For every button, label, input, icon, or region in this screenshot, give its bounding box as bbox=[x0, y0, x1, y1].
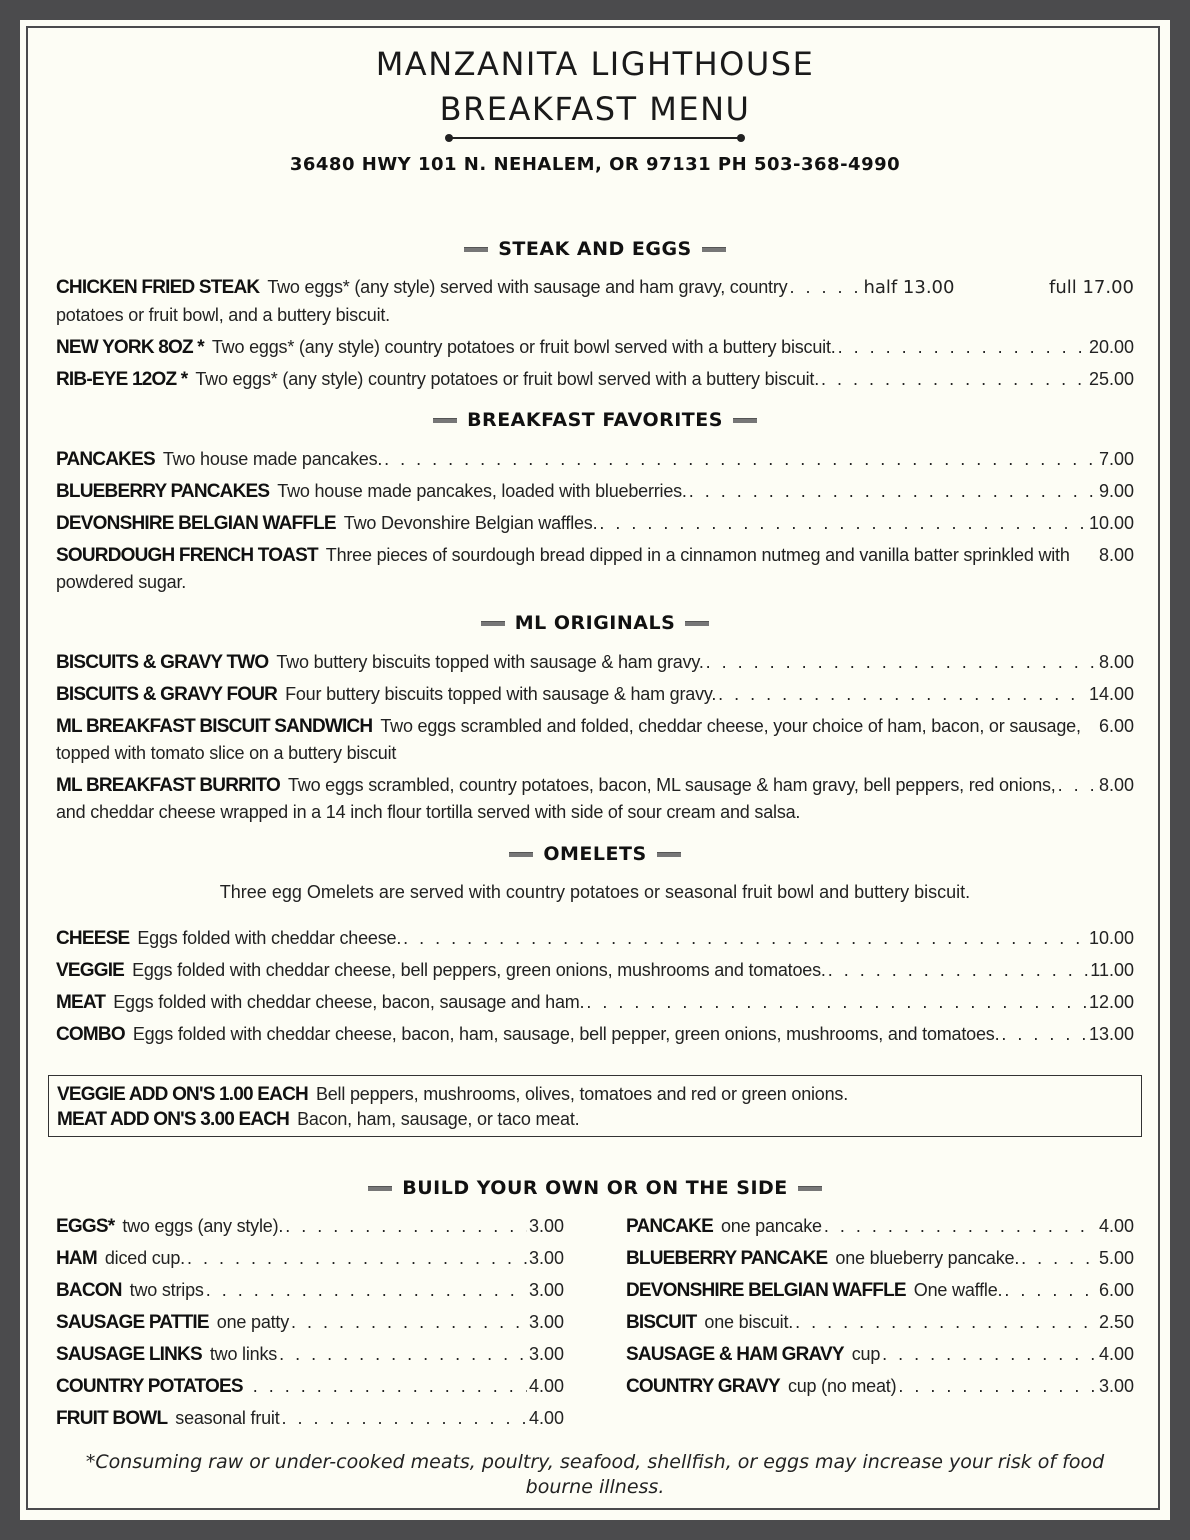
address-phone: 36480 HWY 101 N. NEHALEM, OR 97131 PH 503-368-4990 bbox=[289, 154, 901, 175]
title-divider bbox=[445, 134, 745, 142]
side-item: SAUSAGE LINKS two links . . . 3.00 bbox=[56, 1341, 564, 1368]
menu-item: PANCAKES Two house made pancakes. . . . 7.00 bbox=[56, 446, 1134, 473]
menu-item: BISCUITS & GRAVY TWO Two buttery biscuits topped with sausage & ham gravy. . . . 8.00 bbox=[56, 649, 1134, 676]
menu-item-desc-cont: topped with tomato slice on a buttery biscuit bbox=[56, 743, 397, 763]
side-item: COUNTRY GRAVY cup (no meat) . . . 3.00 bbox=[626, 1373, 1134, 1400]
menu-item-desc-cont: potatoes or fruit bowl, and a buttery biscuit. bbox=[56, 305, 390, 325]
menu-item: COMBO Eggs folded with cheddar cheese, bacon, ham, sausage, bell pepper, green onions, mushrooms, and tomatoes. . . . 13.00 bbox=[56, 1021, 1134, 1048]
food-safety-disclaimer: *Consuming raw or under-cooked meats, poultry, seafood, shellfish, or eggs may increase your risk of food bourne illness. bbox=[85, 1451, 1105, 1498]
section-steak-and-eggs: STEAK AND EGGS bbox=[0, 235, 1190, 263]
side-item: PANCAKE one pancake . . . 4.00 bbox=[626, 1213, 1134, 1240]
side-item: FRUIT BOWL seasonal fruit . . . 4.00 bbox=[56, 1405, 564, 1432]
menu-item: MEAT Eggs folded with cheddar cheese, bacon, sausage and ham. . . . 12.00 bbox=[56, 989, 1134, 1016]
side-item: BLUEBERRY PANCAKE one blueberry pancake. . . . 5.00 bbox=[626, 1245, 1134, 1272]
side-item: BACON two strips . . . 3.00 bbox=[56, 1277, 564, 1304]
menu-item: VEGGIE Eggs folded with cheddar cheese, bell peppers, green onions, mushrooms and tomatoes. . . . 11.00 bbox=[56, 957, 1134, 984]
menu-item: ML BREAKFAST BISCUIT SANDWICH Two eggs scrambled and folded, cheddar cheese, your choice of ham, bacon, or sausage, 6.00 bbox=[56, 716, 1134, 737]
side-item: SAUSAGE PATTIE one patty . . . 3.00 bbox=[56, 1309, 564, 1336]
side-item: BISCUIT one biscuit. . . . 2.50 bbox=[626, 1309, 1134, 1336]
menu-item-chicken-fried-steak: CHICKEN FRIED STEAK Two eggs* (any style) served with sausage and ham gravy, country . . . half 13.00 full 17.00 bbox=[56, 274, 1134, 301]
menu-item-rib-eye: RIB-EYE 12OZ * Two eggs* (any style) country potatoes or fruit bowl served with a buttery biscuit. . . . 25.00 bbox=[56, 366, 1134, 393]
menu-item-desc-cont: and cheddar cheese wrapped in a 14 inch flour tortilla served with side of sour cream and salsa. bbox=[56, 802, 801, 822]
menu-item: BLUEBERRY PANCAKES Two house made pancakes, loaded with blueberries. . . . 9.00 bbox=[56, 478, 1134, 505]
meat-add-ons: MEAT ADD ON'S 3.00 EACH Bacon, ham, sausage, or taco meat. bbox=[57, 1109, 580, 1130]
section-build-your-own: BUILD YOUR OWN OR ON THE SIDE bbox=[0, 1174, 1190, 1202]
side-item: EGGS* two eggs (any style). . . . 3.00 bbox=[56, 1213, 564, 1240]
side-item: COUNTRY POTATOES . . . 4.00 bbox=[56, 1373, 564, 1400]
add-ons-box bbox=[48, 1075, 1142, 1137]
menu-item-desc-cont: powdered sugar. bbox=[56, 572, 187, 592]
menu-title: BREAKFAST MENU bbox=[439, 90, 751, 128]
half-price: half 13.00 bbox=[863, 277, 955, 298]
menu-item: BISCUITS & GRAVY FOUR Four buttery biscuits topped with sausage & ham gravy. . . . 14.00 bbox=[56, 681, 1134, 708]
menu-item-new-york: NEW YORK 8OZ * Two eggs* (any style) country potatoes or fruit bowl served with a buttery biscuit. . . . 20.00 bbox=[56, 334, 1134, 361]
section-omelets: OMELETS bbox=[0, 840, 1190, 868]
menu-item: CHEESE Eggs folded with cheddar cheese. . . . 10.00 bbox=[56, 925, 1134, 952]
menu-item: DEVONSHIRE BELGIAN WAFFLE Two Devonshire Belgian waffles. . . . 10.00 bbox=[56, 510, 1134, 537]
side-item: SAUSAGE & HAM GRAVY cup . . . 4.00 bbox=[626, 1341, 1134, 1368]
veggie-add-ons: VEGGIE ADD ON'S 1.00 EACH Bell peppers, mushrooms, olives, tomatoes and red or green onions. bbox=[57, 1084, 849, 1105]
menu-item: ML BREAKFAST BURRITO Two eggs scrambled, country potatoes, bacon, ML sausage & ham gravy, bell peppers, red onions, . . . 8.00 bbox=[56, 772, 1134, 799]
side-item: HAM diced cup. . . . 3.00 bbox=[56, 1245, 564, 1272]
section-ml-originals: ML ORIGINALS bbox=[0, 609, 1190, 637]
omelets-note: Three egg Omelets are served with country potatoes or seasonal fruit bowl and buttery biscuit. bbox=[219, 882, 971, 902]
section-breakfast-favorites: BREAKFAST FAVORITES bbox=[0, 406, 1190, 434]
restaurant-title: MANZANITA LIGHTHOUSE bbox=[375, 45, 815, 83]
menu-item: SOURDOUGH FRENCH TOAST Three pieces of sourdough bread dipped in a cinnamon nutmeg and vanilla batter sprinkled with 8.00 bbox=[56, 545, 1134, 566]
full-price: full 17.00 bbox=[1049, 277, 1134, 298]
side-item: DEVONSHIRE BELGIAN WAFFLE One waffle. . . . 6.00 bbox=[626, 1277, 1134, 1304]
